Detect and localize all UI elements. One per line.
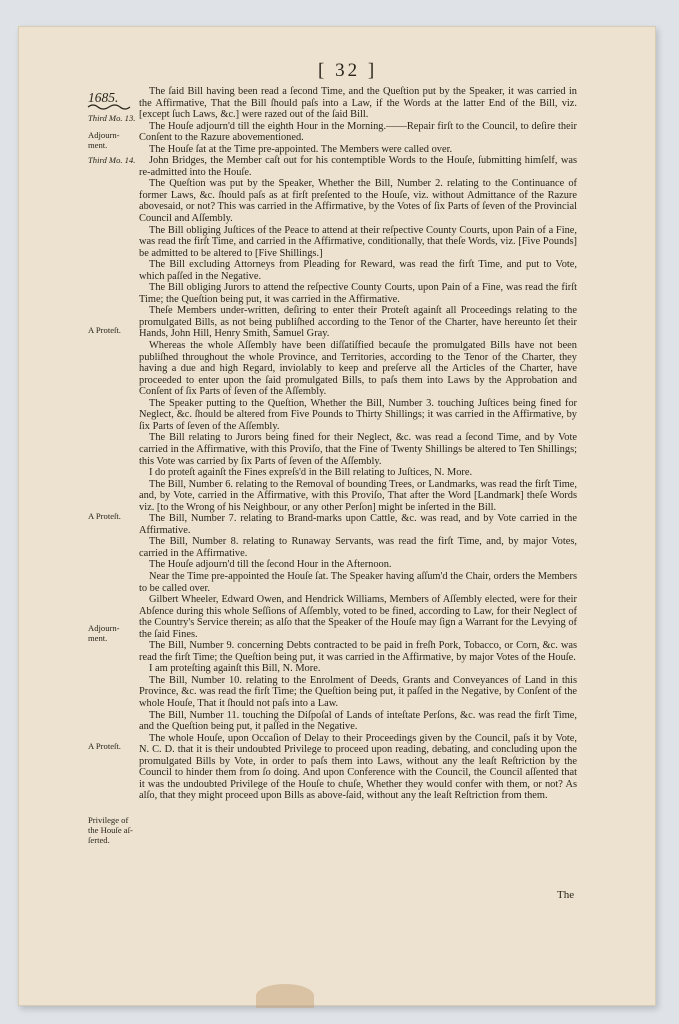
paragraph: The Bill relating to Jurors being fined for their Neglect, &c. was read a ſecond Time, and by Vote carried in the Affirmative, with this Proviſo, that the Fine of Twenty Shillings be altered to Ten Shillings; this Vote was carried by ſix Parts of ſeven of the Aſſembly. <box>139 432 577 467</box>
paragraph: The Houſe adjourn'd till the eighth Hour in the Morning.——Repair firſt to the Council, to deſire their Conſent to the Razure abovementioned. <box>139 120 577 144</box>
paragraph: The Speaker putting to the Queſtion, Whether the Bill, Number 3. touching Juſtices being fined for Neglect, &c. ſhould be altered from Five Pounds to Thirty Shillings; it was carried in the Affirmative, by ſix Parts of ſeven of the Aſſembly. <box>139 397 577 432</box>
paragraph: The whole Houſe, upon Occaſion of Delay to their Proceedings given by the Council, paſs it by Vote, N. C. D. that it is their undoubted Privilege to proceed upon reading, debating, and concluding upon the promulgated Bills by Vote, in order to paſs them into Laws, without any the leaſt Reſtriction by the Council to hinder them from ſo doing. And upon Conference with the Council, the Council aſſented that it was the undoubted Privilege of the Houſe to chuſe, Whether they would confer with them, or not? As alſo, that they might proceed upon Bills as above-ſaid, without any the leaſt Reſtriction from them. <box>139 732 577 802</box>
flourish-mark <box>87 104 131 110</box>
paragraph: I do proteſt againſt the Fines expreſs'd in the Bill relating to Juſtices, N. More. <box>149 467 473 479</box>
paragraph: The ſaid Bill having been read a ſecond Time, and the Queſtion put by the Speaker, it was carried in the Affirmative, That the Bill ſhould paſs into a Law, if the Words at the latter End of the Bill, viz. [except ſuch Laws, &c.] were razed out of the ſaid Bill. <box>139 86 577 121</box>
paragraph: The Queſtion was put by the Speaker, Whether the Bill, Number 2. relating to the Continuance of former Laws, &c. ſhould paſs as at firſt preſented to the Houſe, viz. without Admittance of the Razure abovesaid, or not? This was carried in the Affirmative, by the Votes of ſix Parts of ſeven of the Provincial Council and Aſſembly. <box>139 178 577 225</box>
margin-note-protest: A Proteſt. <box>88 741 121 751</box>
paragraph: Gilbert Wheeler, Edward Owen, and Hendrick Williams, Members of Aſſembly elected, were for their Abſence during this whole Seſſions of Aſſembly, voted to be fined, according to Law, for their Neglect of the Country's Service therein; as alſo that the Speaker of the Houſe may ſign a Warrant for the Levying of the ſaid Fines. <box>139 594 577 640</box>
body-text <box>139 86 577 802</box>
paragraph: I am proteſting againſt this Bill, N. More. <box>149 663 321 675</box>
catchword: The <box>557 889 575 901</box>
paragraph: The Bill, Number 9. concerning Debts contracted to be paid in freſh Pork, Tobacco, or Corn, &c. was read the firſt Time; the Queſtion being put, it was carried in the Affirmative, by major Votes of the Houſe. <box>139 640 577 663</box>
margin-note-protest: A Proteſt. <box>88 511 121 521</box>
margin-note-adjournment: Adjourn- <box>88 130 120 140</box>
paper-stain <box>256 984 314 1008</box>
paragraph: The Bill obliging Juſtices of the Peace to attend at their reſpective County Courts, upon Pain of a Fine, was read the firſt Time, and carried in the Affirmative, conditionally, that theſe Words, viz. [Five Pounds] be admitted to be altered to [Five Shillings.] <box>139 224 577 259</box>
margin-note-adjournment-cont: ment. <box>88 140 108 150</box>
paragraph: The Bill obliging Jurors to attend the reſpective County Courts, upon Pain of a Fine, was read the firſt Time; the Queſtion being put, it was carried in the Affirmative. <box>139 282 577 305</box>
paragraph: The Houſe adjourn'd till the ſecond Hour in the Afternoon. <box>149 559 392 571</box>
margin-note-adjournment-cont: ment. <box>88 633 108 643</box>
margin-note-protest: A Proteſt. <box>88 325 121 335</box>
paragraph: The Houſe ſat at the Time pre-appointed. The Members were called over. <box>149 143 453 155</box>
paragraph: The Bill, Number 7. relating to Brand-marks upon Cattle, &c. was read, and by Vote carried in the Affirmative. <box>139 513 577 536</box>
paragraph: Theſe Members under-written, deſiring to enter their Proteſt againſt all Proceedings relating to the promulgated Bills, as not being publiſhed according to the Tenor of the Charter, have hereunto ſet their Hands, John Hill, Henry Smith, Samuel Gray. <box>139 305 577 340</box>
page-number: [ 32 ] <box>318 60 378 81</box>
margin-note-privilege-end: ſerted. <box>88 835 110 845</box>
paragraph: Whereas the whole Aſſembly have been diſſatiſfied becauſe the promulgated Bills have not been publiſhed throughout the whole Province, and Territories, according to the Tenor of the Charter, they having a due and high Regard, inviolably to keep and preſerve all the Articles of the Charter, have proceeded to enter upon the ſaid promulgated Bills, to paſs them into Laws by the Approbation and Conſent of ſix Parts of ſeven of the Aſſembly. <box>139 340 577 398</box>
paragraph: The Bill, Number 10. relating to the Enrolment of Deeds, Grants and Conveyances of Land in this Province, &c. was read the firſt Time; the Queſtion being put, it paſſed in the Negative, by Conſent of the whole Houſe, That it ſhould not paſs into a Law. <box>139 674 577 709</box>
paragraph: The Bill excluding Attorneys from Pleading for Reward, was read the firſt Time, and put to Vote, which paſſed in the Negative. <box>139 259 577 282</box>
margin-note-privilege-cont: the Houſe aſ- <box>88 825 133 835</box>
margin-note-privilege: Privilege of <box>88 815 129 825</box>
margin-note-third-mo-14: Third Mo. 14. <box>88 155 136 165</box>
paragraph: Near the Time pre-appointed the Houſe ſat. The Speaker having aſſum'd the Chair, orders the Members to be called over. <box>139 570 577 594</box>
paragraph: John Bridges, the Member caſt out for his contemptible Words to the Houſe, ſubmitting himſelf, was re-admitted into the Houſe. <box>139 155 577 178</box>
paragraph: The Bill, Number 8. relating to Runaway Servants, was read the firſt Time, and, by major Votes, carried in the Affirmative. <box>139 536 577 559</box>
margin-note-third-mo-13: Third Mo. 13. <box>88 113 136 123</box>
year-heading: 1685. <box>88 90 119 105</box>
margin-note-adjournment: Adjourn- <box>88 623 120 633</box>
paragraph: The Bill, Number 11. touching the Diſpoſal of Lands of inteſtate Perſons, &c. was read the firſt Time, and the Queſtion being put, it paſſed in the Negative. <box>139 709 577 733</box>
paragraph: The Bill, Number 6. relating to the Removal of bounding Trees, or Landmarks, was read the firſt Time, and, by Vote, carried in the Affirmative, with this Proviſo, That after the Word [Landmark] theſe Words viz. [to the Wrong of his Neighbour, or any other Perſon] might be inſerted in the Bill. <box>139 478 577 513</box>
